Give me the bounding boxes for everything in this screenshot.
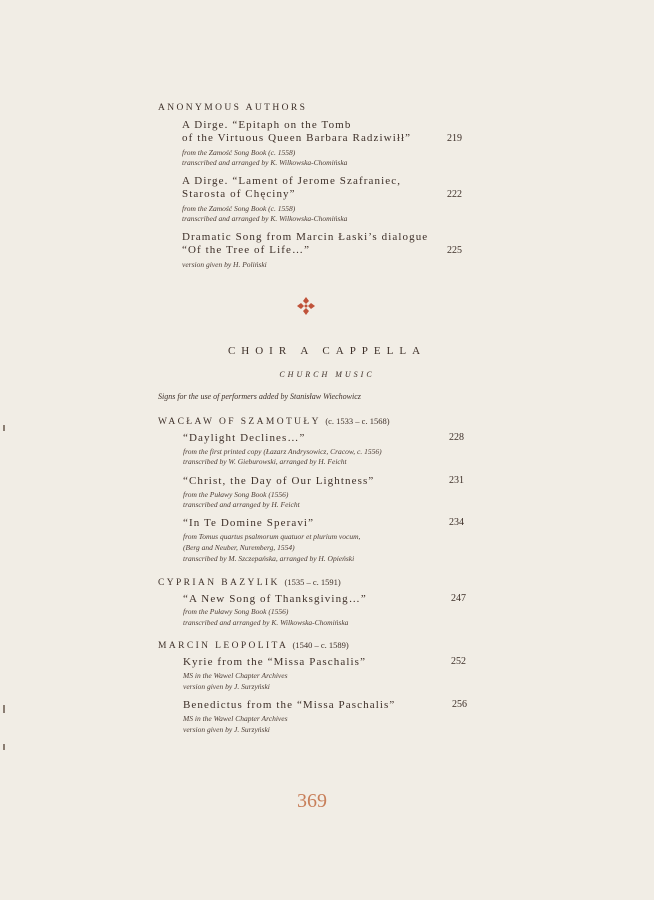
entry-source: from the Puławy Song Book (1556) [183,607,289,616]
entry-source: transcribed and arranged by K. Wilkowska-Chomińska [182,158,348,167]
entry-title: A Dirge. “Epitaph on the Tomb [182,119,352,131]
entry-page-number: 252 [451,656,466,667]
entry-title: A Dirge. “Lament of Jerome Szafraniec, [182,175,402,187]
entry-title: “Christ, the Day of Our Lightness” [183,475,375,487]
author-heading-szamotuly [158,416,390,427]
entry-source: transcribed and arranged by K. Wilkowska-Chomińska [182,214,348,223]
author-dates: (1535 – c. 1591) [284,577,341,587]
entry-source: from the first printed copy (Łazarz Andrysowicz, Cracow, c. 1556) [183,447,382,456]
entry-title: Benedictus from the “Missa Paschalis” [183,699,396,711]
author-heading-anonymous: ANONYMOUS AUTHORS [158,103,308,113]
entry-source: transcribed and arranged by H. Feicht [183,500,300,509]
entry-title: “Of the Tree of Life…” [182,244,311,256]
section-title: CHOIR A CAPPELLA [227,345,427,357]
author-name: WACŁAW OF SZAMOTUŁY [158,417,321,427]
binding-mark [3,705,5,713]
entry-source: version given by H. Poliński [182,260,267,269]
entry-title: Starosta of Chęciny” [182,188,296,200]
entry-source: version given by J. Surzyński [183,725,270,734]
entry-source: transcribed and arranged by K. Wilkowska-Chomińska [183,618,349,627]
entry-title: “A New Song of Thanksgiving…” [183,593,367,605]
entry-page-number: 222 [447,189,462,200]
author-dates: (c. 1533 – c. 1568) [325,416,390,426]
entry-source: from the Puławy Song Book (1556) [183,490,289,499]
entry-title: “In Te Domine Speravi” [183,517,315,529]
entry-page-number: 228 [449,432,464,443]
entry-page-number: 234 [449,517,464,528]
author-heading-leopolita [158,640,349,651]
entry-title: of the Virtuous Queen Barbara Radziwiłł” [182,132,412,144]
page-number: 369 [297,790,327,812]
binding-mark [3,744,5,750]
entry-page-number: 231 [449,475,464,486]
entry-source: transcribed by W. Gieburowski, arranged by H. Feicht [183,457,347,466]
author-heading-bazylik [158,577,341,588]
author-dates: (1540 – c. 1589) [292,640,349,650]
entry-page-number: 225 [447,245,462,256]
entry-source: from the Zamość Song Book (c. 1558) [182,204,296,213]
entry-source: MS in the Wawel Chapter Archives [183,671,288,680]
binding-mark [3,425,5,431]
entry-page-number: 247 [451,593,466,604]
entry-page-number: 219 [447,133,462,144]
author-name: CYPRIAN BAZYLIK [158,578,280,588]
section-subtitle: CHURCH MUSIC [279,370,375,379]
entry-source: (Berg and Neuber, Nuremberg, 1554) [183,543,295,552]
fleuron-icon [296,296,316,316]
entry-title: Kyrie from the “Missa Paschalis” [183,656,367,668]
entry-title: “Daylight Declines…” [183,432,306,444]
entry-page-number: 256 [452,699,467,710]
entry-source: from the Zamość Song Book (c. 1558) [182,148,296,157]
entry-source: version given by J. Surzyński [183,682,270,691]
entry-title: Dramatic Song from Marcin Łaski’s dialogue [182,231,429,243]
performer-signs-note: Signs for the use of performers added by Stanisław Wiechowicz [158,392,361,401]
author-name: MARCIN LEOPOLITA [158,641,288,651]
entry-source: MS in the Wawel Chapter Archives [183,714,288,723]
entry-source: from Tomus quartus psalmorum quatuor et plurium vocum, [183,532,361,541]
entry-source: transcribed by M. Szczepańska, arranged by H. Opieński [183,554,355,563]
